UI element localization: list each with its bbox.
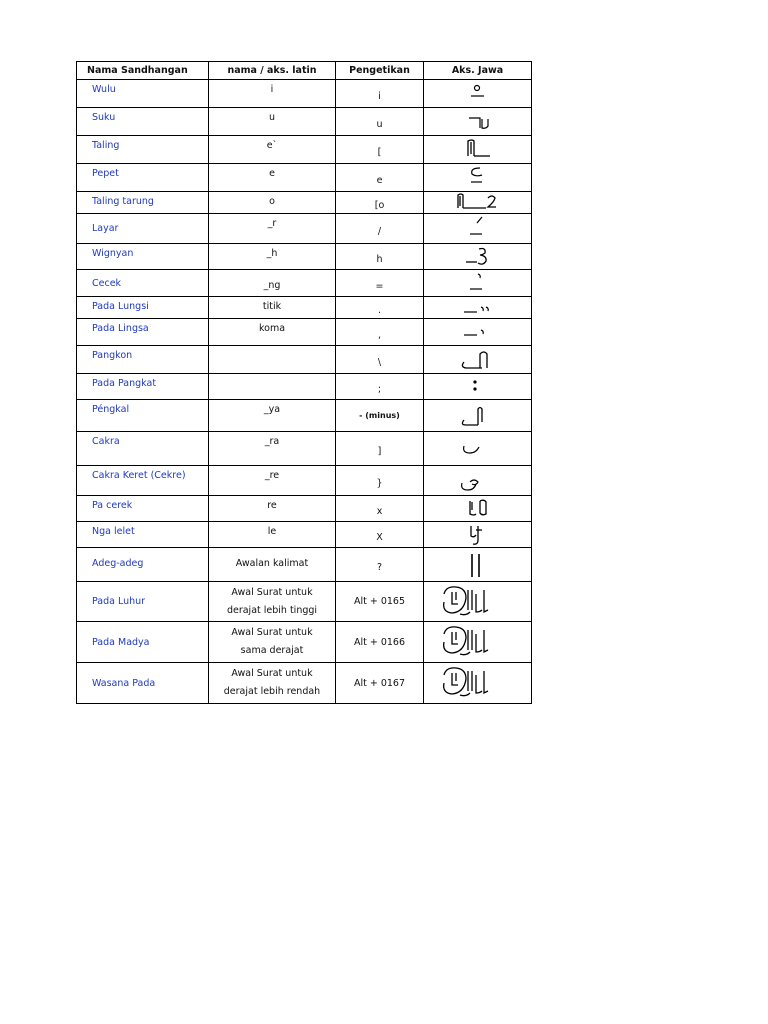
row-typing: - (minus) bbox=[336, 400, 424, 432]
row-latin: e bbox=[209, 164, 336, 192]
row-latin-line-2: derajat lebih rendah bbox=[223, 686, 321, 697]
row-name: Pangkon bbox=[77, 346, 209, 374]
table-row bbox=[77, 622, 532, 663]
row-latin bbox=[209, 582, 336, 622]
row-typing: h bbox=[336, 244, 424, 270]
row-latin: _h bbox=[209, 244, 336, 270]
row-typing: Alt + 0165 bbox=[336, 582, 424, 622]
row-latin bbox=[209, 346, 336, 374]
header-nama-sandhangan: Nama Sandhangan bbox=[77, 62, 209, 80]
row-latin: le bbox=[209, 522, 336, 548]
row-typing: [o bbox=[336, 192, 424, 214]
table-row bbox=[77, 548, 532, 582]
row-name: Pada Lungsi bbox=[77, 297, 209, 319]
table-row bbox=[77, 400, 532, 432]
row-typing: [ bbox=[336, 136, 424, 164]
taling-glyph bbox=[424, 136, 532, 164]
pada-lungsi-glyph bbox=[424, 297, 532, 319]
cakra-keret-glyph bbox=[424, 466, 532, 496]
row-typing: Alt + 0167 bbox=[336, 663, 424, 704]
pengkal-glyph bbox=[424, 400, 532, 432]
table-row bbox=[77, 346, 532, 374]
suku-glyph bbox=[424, 108, 532, 136]
row-name: Cecek bbox=[77, 270, 209, 297]
row-name: Layar bbox=[77, 214, 209, 244]
table-row bbox=[77, 374, 532, 400]
row-typing: / bbox=[336, 214, 424, 244]
row-latin-line-2: sama derajat bbox=[240, 645, 304, 656]
wasana-pada-glyph bbox=[424, 663, 532, 704]
table-row bbox=[77, 319, 532, 346]
pada-madya-glyph bbox=[424, 622, 532, 663]
pada-luhur-glyph bbox=[424, 582, 532, 622]
row-name: Nga lelet bbox=[77, 522, 209, 548]
row-typing: e bbox=[336, 164, 424, 192]
row-typing: , bbox=[336, 319, 424, 346]
row-name: Pa cerek bbox=[77, 496, 209, 522]
row-latin: _ra bbox=[209, 432, 336, 466]
row-latin-line-1: Awal Surat untuk bbox=[231, 668, 313, 679]
table-row bbox=[77, 432, 532, 466]
row-latin-line-1: Awal Surat untuk bbox=[231, 586, 313, 598]
pepet-glyph bbox=[424, 164, 532, 192]
row-name: Pada Lingsa bbox=[77, 319, 209, 346]
row-latin: _ng bbox=[209, 270, 336, 297]
wulu-glyph bbox=[424, 80, 532, 108]
table-row bbox=[77, 466, 532, 496]
pada-lingsa-glyph bbox=[424, 319, 532, 346]
row-latin bbox=[209, 622, 336, 663]
row-name: Wulu bbox=[77, 80, 209, 108]
row-name: Pada Pangkat bbox=[77, 374, 209, 400]
table-row bbox=[77, 214, 532, 244]
row-name: Péngkal bbox=[77, 400, 209, 432]
row-latin: _re bbox=[209, 466, 336, 496]
row-name: Wasana Pada bbox=[77, 663, 209, 704]
row-name: Cakra bbox=[77, 432, 209, 466]
row-name: Taling bbox=[77, 136, 209, 164]
table-row bbox=[77, 297, 532, 319]
row-typing: x bbox=[336, 496, 424, 522]
header-aks-latin: nama / aks. latin bbox=[209, 62, 336, 80]
pada-pangkat-glyph bbox=[424, 374, 532, 400]
sandhangan-table bbox=[76, 61, 532, 704]
row-latin: Awalan kalimat bbox=[209, 548, 336, 582]
taling-tarung-glyph bbox=[424, 192, 532, 214]
row-typing: } bbox=[336, 466, 424, 496]
wignyan-glyph bbox=[424, 244, 532, 270]
row-typing: . bbox=[336, 297, 424, 319]
row-typing: i bbox=[336, 80, 424, 108]
row-latin: u bbox=[209, 108, 336, 136]
table-row bbox=[77, 270, 532, 297]
row-latin: re bbox=[209, 496, 336, 522]
table-row bbox=[77, 108, 532, 136]
row-name: Wignyan bbox=[77, 244, 209, 270]
table-row bbox=[77, 192, 532, 214]
table-row bbox=[77, 496, 532, 522]
header-pengetikan: Pengetikan bbox=[336, 62, 424, 80]
header-aks-jawa: Aks. Jawa bbox=[424, 62, 532, 80]
table-row bbox=[77, 582, 532, 622]
row-typing: ; bbox=[336, 374, 424, 400]
cakra-glyph bbox=[424, 432, 532, 466]
row-latin: i bbox=[209, 80, 336, 108]
row-latin-line-1: Awal Surat untuk bbox=[231, 627, 313, 638]
row-name: Suku bbox=[77, 108, 209, 136]
row-latin: titik bbox=[209, 297, 336, 319]
table-row bbox=[77, 136, 532, 164]
cecek-glyph bbox=[424, 270, 532, 297]
row-name: Adeg-adeg bbox=[77, 548, 209, 582]
row-typing: ] bbox=[336, 432, 424, 466]
table-row bbox=[77, 164, 532, 192]
row-name: Pepet bbox=[77, 164, 209, 192]
row-latin: _r bbox=[209, 214, 336, 244]
row-typing: \ bbox=[336, 346, 424, 374]
row-typing: X bbox=[336, 522, 424, 548]
row-name: Pada Madya bbox=[77, 622, 209, 663]
row-typing: = bbox=[336, 270, 424, 297]
layar-glyph bbox=[424, 214, 532, 244]
nga-lelet-glyph bbox=[424, 522, 532, 548]
row-latin: koma bbox=[209, 319, 336, 346]
table-row bbox=[77, 80, 532, 108]
adeg-adeg-glyph bbox=[424, 548, 532, 582]
row-typing: Alt + 0166 bbox=[336, 622, 424, 663]
table-row bbox=[77, 244, 532, 270]
pangkon-glyph bbox=[424, 346, 532, 374]
row-name: Taling tarung bbox=[77, 192, 209, 214]
row-latin-line-2: derajat lebih tinggi bbox=[226, 604, 318, 616]
table-row bbox=[77, 522, 532, 548]
row-latin: e` bbox=[209, 136, 336, 164]
pa-cerek-glyph bbox=[424, 496, 532, 522]
row-latin: o bbox=[209, 192, 336, 214]
row-name: Pada Luhur bbox=[77, 582, 209, 622]
row-typing: u bbox=[336, 108, 424, 136]
row-latin: _ya bbox=[209, 400, 336, 432]
header-row bbox=[77, 62, 532, 80]
row-latin bbox=[209, 374, 336, 400]
row-latin bbox=[209, 663, 336, 704]
row-typing: ? bbox=[336, 548, 424, 582]
row-name: Cakra Keret (Cekre) bbox=[77, 466, 209, 496]
table-row bbox=[77, 663, 532, 704]
